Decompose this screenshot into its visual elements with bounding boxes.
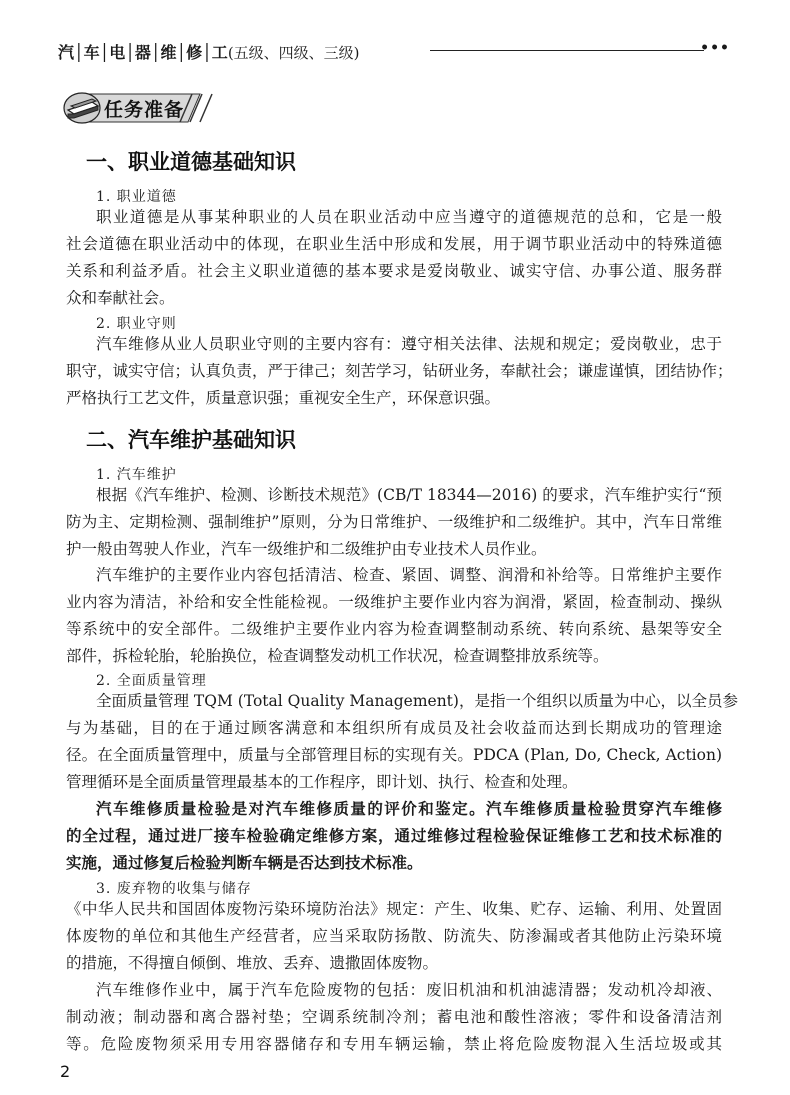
section-heading-ethics: 一、职业道德基础知识: [86, 150, 296, 174]
text-line: 制动液；制动器和离合器衬垫；空调系统制冷剂；蓄电池和酸性溶液；零件和设备清洁剂: [66, 1008, 722, 1026]
text-line: 部件，拆检轮胎，轮胎换位，检查调整发动机工作状况，检查调整排放系统等。: [66, 647, 609, 665]
text-line: 严格执行工艺文件，质量意识强；重视安全生产，环保意识强。: [66, 389, 501, 407]
text-line: 职业道德是从事某种职业的人员在职业活动中应当遵守的道德规范的总和，它是一般: [96, 208, 722, 226]
header-rule: [430, 50, 704, 51]
text-line: 关系和利益矛盾。社会主义职业道德的基本要求是爱岗敬业、诚实守信、办事公道、服务群: [66, 262, 722, 280]
text-line: 职守，诚实守信；认真负责，严于律己；刻苦学习，钻研业务，奉献社会；谦虚谨慎，团结协作；: [66, 362, 733, 380]
text-line: 汽车维修质量检验是对汽车维修质量的评价和鉴定。汽车维修质量检验贯穿汽车维修: [96, 799, 722, 818]
text-line: 防为主、定期检测、强制维护”原则，分为日常维护、一级维护和二级维护。其中，汽车日常维: [66, 513, 722, 531]
section-heading-maintenance: 二、汽车维护基础知识: [86, 428, 296, 452]
text-line: 的措施，不得擅自倾倒、堆放、丢弃、遗撒固体废物。: [66, 954, 439, 972]
page-number: 2: [60, 1062, 71, 1081]
text-line: 《中华人民共和国固体废物污染环境防治法》规定：产生、收集、贮存、运输、利用、处置固: [66, 900, 722, 918]
text-line: 体废物的单位和其他生产经营者，应当采取防扬散、防流失、防渗漏或者其他防止污染环境: [66, 927, 722, 945]
text-line: 等。危险废物须采用专用容器储存和专用车辆运输，禁止将危险废物混入生活垃圾或其: [66, 1035, 722, 1053]
header-title-text: 汽│车│电│器│维│修│工: [58, 43, 228, 62]
text-line: 汽车维修从业人员职业守则的主要内容有：遵守相关法律、法规和规定；爱岗敬业，忠于: [96, 335, 722, 353]
text-line: 汽车维修作业中，属于汽车危险废物的包括：废旧机油和机油滤清器；发动机冷却液、: [96, 981, 722, 999]
text-line: 业内容为清洁，补给和安全性能检视。一级维护主要作业内容为润滑，紧固，检查制动、操纵: [66, 593, 722, 611]
text-line: 与为基础，目的在于通过顾客满意和本组织所有成员及社会收益而达到长期成功的管理途: [66, 719, 722, 737]
text-line: 众和奉献社会。: [66, 289, 175, 307]
text-line: 社会道德在职业活动中的体现，在职业生活中形成和发展，用于调节职业活动中的特殊道德: [66, 235, 722, 253]
text-line: 等系统中的安全部件。二级维护主要作业内容为检查调整制动系统、转向系统、悬架等安全: [66, 620, 722, 638]
text-line: 实施，通过修复后检验判断车辆是否达到技术标准。: [66, 853, 423, 872]
task-banner: [62, 88, 222, 128]
running-header: [58, 40, 730, 62]
text-line: 径。在全面质量管理中，质量与全部管理目标的实现有关。PDCA (Plan, Do, Check, Action): [66, 746, 722, 764]
subheading-waste-storage: 3. 废弃物的收集与储存: [96, 881, 252, 897]
text-line: 全面质量管理 TQM (Total Quality Management)，是指一个组织以质量为中心，以全员参: [96, 692, 738, 710]
text-line: 管理循环是全面质量管理最基本的工作程序，即计划、执行、检查和处理。: [66, 773, 578, 791]
text-line: 汽车维护的主要作业内容包括清洁、检查、紧固、调整、润滑和补给等。日常维护主要作: [96, 566, 722, 584]
header-dots: •••: [700, 40, 730, 56]
text-line: 根据《汽车维护、检测、诊断技术规范》(CB/T 18344—2016) 的要求，汽车维护实行“预: [96, 486, 722, 504]
text-line: 护一般由驾驶人作业，汽车一级维护和二级维护由专业技术人员作业。: [66, 540, 547, 558]
banner-label: 任务准备: [104, 99, 185, 121]
header-title: [58, 40, 360, 63]
header-subtitle: (五级、四级、三级): [227, 44, 360, 62]
text-line: 的全过程，通过进厂接车检验确定维修方案，通过维修过程检验保证维修工艺和技术标准的: [66, 826, 722, 845]
subheading-code-of-conduct: 2. 职业守则: [96, 316, 177, 332]
subheading-tqm: 2. 全面质量管理: [96, 673, 207, 689]
subheading-vehicle-maintenance: 1. 汽车维护: [96, 467, 177, 483]
subheading-professional-ethics: 1. 职业道德: [96, 189, 177, 205]
